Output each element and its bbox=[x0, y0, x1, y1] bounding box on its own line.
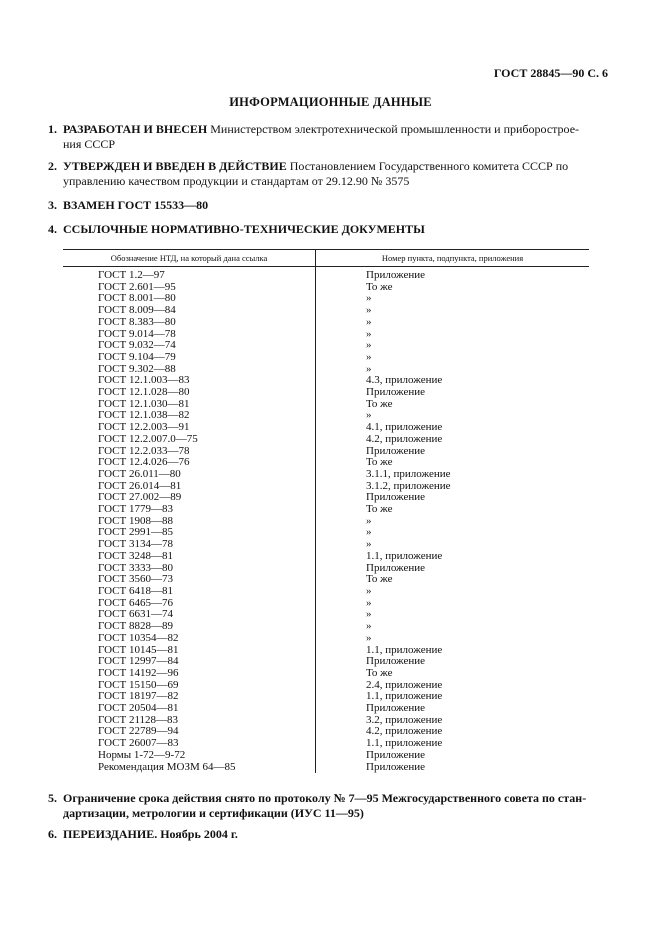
table-row bbox=[63, 703, 589, 715]
cell-clause: 4.2, приложение bbox=[366, 432, 443, 445]
item-number: 1. bbox=[48, 122, 57, 136]
cell-document: ГОСТ 14192—96 bbox=[63, 668, 316, 680]
table-row bbox=[63, 317, 589, 329]
item-lead: УТВЕРЖДЕН И ВВЕДЕН В ДЕЙСТВИЕ bbox=[63, 159, 287, 173]
cell-clause: 3.1.1, приложение bbox=[366, 467, 451, 480]
cell-clause: » bbox=[366, 304, 372, 317]
cell-document: ГОСТ 20504—81 bbox=[63, 703, 316, 715]
cell-clause: 4.2, приложение bbox=[366, 725, 443, 738]
cell-clause: » bbox=[366, 584, 372, 597]
cell-clause: Приложение bbox=[366, 386, 426, 399]
cell-document: ГОСТ 3248—81 bbox=[63, 551, 316, 563]
table-row bbox=[63, 504, 589, 516]
cell-document: ГОСТ 26.011—80 bbox=[63, 469, 316, 481]
cell-clause: » bbox=[366, 315, 372, 328]
cell-clause: Приложение bbox=[366, 269, 426, 281]
info-item-2 bbox=[48, 159, 593, 189]
page-title: ИНФОРМАЦИОННЫЕ ДАННЫЕ bbox=[229, 95, 432, 109]
item-body bbox=[63, 159, 593, 189]
cell-clause: 1.1, приложение bbox=[366, 737, 443, 750]
cell-clause: 1.1, приложение bbox=[366, 643, 443, 656]
cell-document: ГОСТ 10145—81 bbox=[63, 645, 316, 657]
cell-document: ГОСТ 1.2—97 bbox=[63, 267, 316, 282]
table-row bbox=[63, 434, 589, 446]
cell-document: ГОСТ 9.104—79 bbox=[63, 352, 316, 364]
table-row bbox=[63, 633, 589, 645]
item-text: Постановлением Государственного комитета СССР по управлению качеством продукции и стандартам от 29.12.90 № 3575 bbox=[63, 159, 569, 188]
info-item-5 bbox=[48, 791, 593, 821]
cell-document: ГОСТ 1779—83 bbox=[63, 504, 316, 516]
cell-document: Нормы 1-72—9-72 bbox=[63, 750, 316, 762]
table-row bbox=[63, 387, 589, 399]
page-header-doc-ref: ГОСТ 28845—90 С. 6 bbox=[493, 66, 608, 80]
cell-clause: 4.1, приложение bbox=[366, 421, 443, 434]
cell-clause: То же bbox=[366, 280, 393, 293]
cell-document: ГОСТ 6418—81 bbox=[63, 586, 316, 598]
table-header-row bbox=[63, 250, 589, 267]
cell-document: ГОСТ 6631—74 bbox=[63, 609, 316, 621]
cell-document: ГОСТ 26007—83 bbox=[63, 738, 316, 750]
cell-clause: 3.2, приложение bbox=[366, 713, 443, 726]
cell-clause: 2.4, приложение bbox=[366, 678, 443, 691]
cell-clause: Приложение bbox=[366, 760, 426, 773]
cell-document: ГОСТ 3134—78 bbox=[63, 539, 316, 551]
cell-clause: То же bbox=[366, 573, 393, 586]
cell-clause: 3.1.2, приложение bbox=[366, 479, 451, 492]
column-header-document: Обозначение НТД, на который дана ссылка bbox=[63, 250, 316, 267]
table-body bbox=[63, 267, 589, 774]
item-number: 5. bbox=[48, 791, 57, 805]
cell-document: ГОСТ 21128—83 bbox=[63, 715, 316, 727]
cell-document: ГОСТ 9.014—78 bbox=[63, 329, 316, 341]
cell-clause: » bbox=[366, 620, 372, 633]
cell-document: ГОСТ 2991—85 bbox=[63, 527, 316, 539]
info-item-4 bbox=[48, 222, 593, 237]
table-row bbox=[63, 762, 589, 774]
item-text: Министерством электротехнической промышленности и приборострое-ния СССР bbox=[63, 122, 580, 151]
cell-clause: » bbox=[366, 339, 372, 352]
cell-document: ГОСТ 2.601—95 bbox=[63, 282, 316, 294]
cell-document: ГОСТ 1908—88 bbox=[63, 516, 316, 528]
cell-clause: То же bbox=[366, 397, 393, 410]
cell-document: ГОСТ 12.1.003—83 bbox=[63, 375, 316, 387]
item-text: Ограничение срока действия снято по протоколу № 7—95 Межгосударственного совета по стан-дартизации, метрологии и сертификации (ИУС 11—95) bbox=[63, 791, 587, 820]
table-row bbox=[63, 750, 589, 762]
table-row bbox=[63, 551, 589, 563]
cell-clause: Приложение bbox=[366, 702, 426, 715]
cell-document: ГОСТ 22789—94 bbox=[63, 726, 316, 738]
cell-document: ГОСТ 12.1.030—81 bbox=[63, 399, 316, 411]
cell-document: ГОСТ 10354—82 bbox=[63, 633, 316, 645]
item-number: 4. bbox=[48, 222, 57, 236]
cell-clause: Приложение bbox=[366, 561, 426, 574]
item-text: ССЫЛОЧНЫЕ НОРМАТИВНО-ТЕХНИЧЕСКИЕ ДОКУМЕНТЫ bbox=[63, 222, 425, 236]
cell-document: ГОСТ 6465—76 bbox=[63, 598, 316, 610]
item-body bbox=[63, 122, 593, 152]
item-text: ПЕРЕИЗДАНИЕ. Ноябрь 2004 г. bbox=[63, 827, 238, 841]
cell-clause: » bbox=[366, 327, 372, 340]
cell-document: Рекомендация МОЗМ 64—85 bbox=[63, 762, 316, 774]
info-item-1 bbox=[48, 122, 593, 152]
cell-clause: » bbox=[366, 292, 372, 305]
table-row bbox=[63, 586, 589, 598]
cell-document: ГОСТ 12.1.028—80 bbox=[63, 387, 316, 399]
cell-document: ГОСТ 3333—80 bbox=[63, 563, 316, 575]
cell-document: ГОСТ 8.001—80 bbox=[63, 293, 316, 305]
item-lead: РАЗРАБОТАН И ВНЕСЕН bbox=[63, 122, 208, 136]
cell-clause: Приложение bbox=[366, 444, 426, 457]
cell-document: ГОСТ 8828—89 bbox=[63, 621, 316, 633]
item-number: 3. bbox=[48, 198, 57, 212]
reference-documents-table bbox=[63, 249, 589, 773]
cell-clause: Приложение bbox=[366, 655, 426, 668]
cell-clause: » bbox=[366, 514, 372, 527]
cell-document: ГОСТ 12.1.038—82 bbox=[63, 410, 316, 422]
table-row bbox=[63, 267, 589, 282]
cell-document: ГОСТ 12.4.026—76 bbox=[63, 457, 316, 469]
cell-document: ГОСТ 27.002—89 bbox=[63, 492, 316, 504]
cell-document: ГОСТ 8.383—80 bbox=[63, 317, 316, 329]
cell-clause: То же bbox=[366, 456, 393, 469]
cell-clause: » bbox=[366, 631, 372, 644]
item-number: 6. bbox=[48, 827, 57, 841]
cell-document: ГОСТ 12997—84 bbox=[63, 656, 316, 668]
item-number: 2. bbox=[48, 159, 57, 173]
cell-clause: То же bbox=[366, 666, 393, 679]
cell-clause: » bbox=[366, 538, 372, 551]
cell-document: ГОСТ 3560—73 bbox=[63, 574, 316, 586]
cell-clause: » bbox=[366, 350, 372, 363]
cell-clause: 1.1, приложение bbox=[366, 690, 443, 703]
cell-document: ГОСТ 26.014—81 bbox=[63, 481, 316, 493]
cell-document: ГОСТ 9.032—74 bbox=[63, 340, 316, 352]
cell-clause: » bbox=[366, 526, 372, 539]
cell-clause: Приложение bbox=[366, 491, 426, 504]
table-row bbox=[63, 469, 589, 481]
cell-document: ГОСТ 8.009—84 bbox=[63, 305, 316, 317]
cell-document: ГОСТ 18197—82 bbox=[63, 691, 316, 703]
cell-clause: » bbox=[366, 409, 372, 422]
item-text: ВЗАМЕН ГОСТ 15533—80 bbox=[63, 198, 209, 212]
cell-clause: 1.1, приложение bbox=[366, 549, 443, 562]
info-item-6 bbox=[48, 827, 593, 842]
cell-document: ГОСТ 9.302—88 bbox=[63, 364, 316, 376]
table-row bbox=[63, 352, 589, 364]
info-item-3 bbox=[48, 198, 593, 213]
cell-clause: » bbox=[366, 596, 372, 609]
cell-document: ГОСТ 12.2.007.0—75 bbox=[63, 434, 316, 446]
cell-document: ГОСТ 12.2.033—78 bbox=[63, 446, 316, 458]
cell-clause: Приложение bbox=[366, 748, 426, 761]
cell-clause: » bbox=[366, 608, 372, 621]
cell-clause: 4.3, приложение bbox=[366, 374, 443, 387]
cell-clause: То же bbox=[366, 503, 393, 516]
cell-document: ГОСТ 12.2.003—91 bbox=[63, 422, 316, 434]
table-row bbox=[63, 668, 589, 680]
column-header-clause: Номер пункта, подпункта, приложения bbox=[316, 250, 590, 267]
cell-document: ГОСТ 15150—69 bbox=[63, 680, 316, 692]
cell-clause: » bbox=[366, 362, 372, 375]
